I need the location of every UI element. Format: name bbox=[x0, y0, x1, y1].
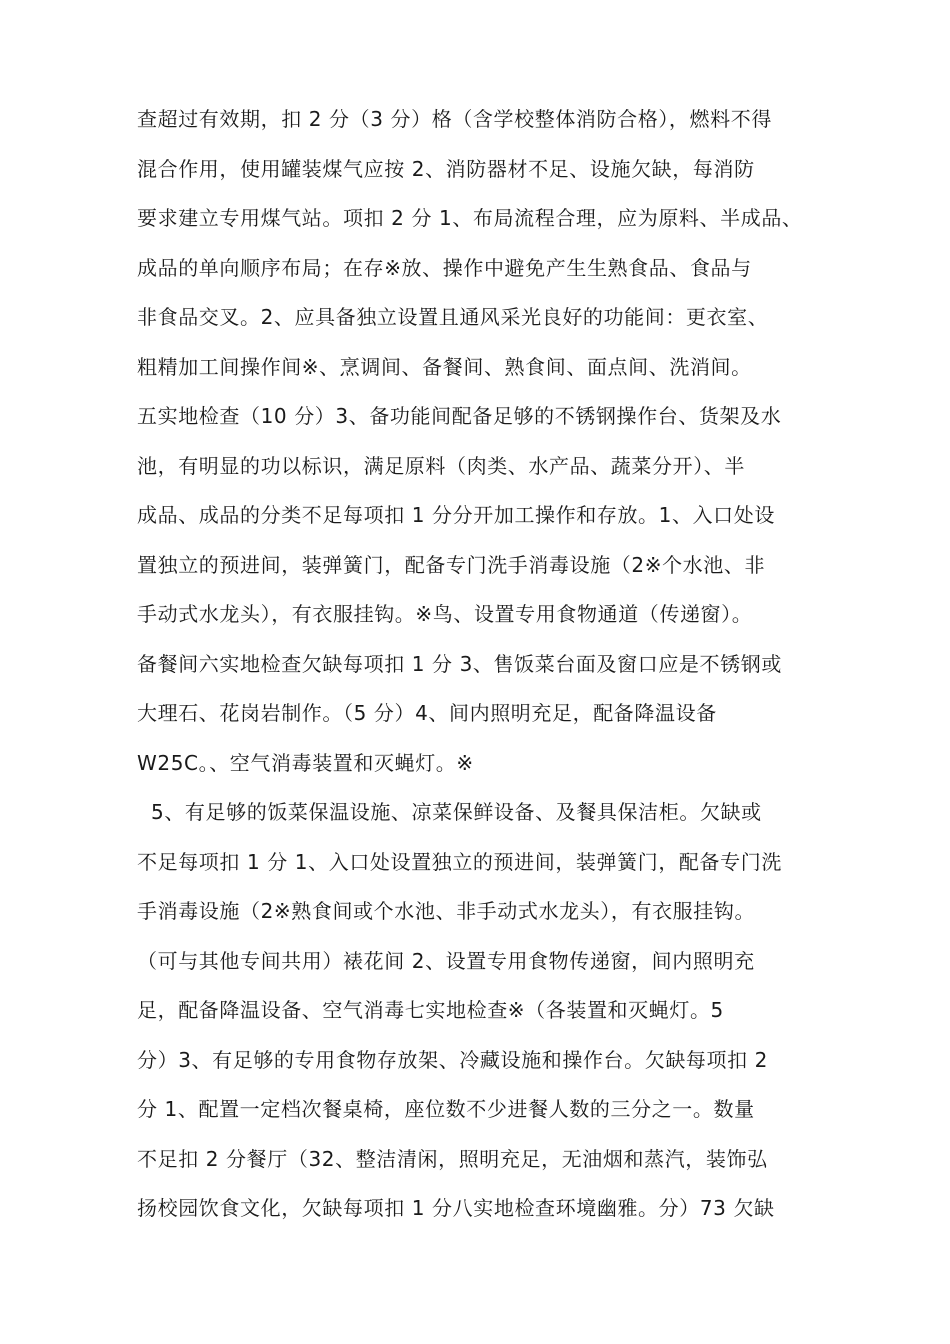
text-line: 置独立的预进间，装弹簧门，配备专门洗手消毒设施（2※个水池、非 bbox=[137, 552, 766, 577]
text-line: 成品、成品的分类不足每项扣 1 分分开加工操作和存放。1、入口处设 bbox=[137, 503, 775, 527]
text-line: 扬校园饮食文化，欠缺每项扣 1 分八实地检查环境幽雅。分）73 欠缺 bbox=[137, 1196, 775, 1220]
text-line: 不足扣 2 分餐厅（32、整洁清闲，照明充足，无油烟和蒸汽，装饰弘 bbox=[137, 1146, 768, 1171]
text-line: 成品的单向顺序布局；在存※放、操作中避免产生生熟食品、食品与 bbox=[137, 255, 752, 280]
text-line: 备餐间六实地检查欠缺每项扣 1 分 3、售饭菜台面及窗口应是不锈钢或 bbox=[137, 651, 782, 676]
text-line: 五实地检查（10 分）3、备功能间配备足够的不锈钢操作台、货架及水 bbox=[137, 404, 782, 428]
text-line: 要求建立专用煤气站。项扣 2 分 1、布局流程合理，应为原料、半成品、 bbox=[137, 206, 803, 230]
text-line: W25C。、空气消毒装置和灭蝇灯。※ bbox=[137, 750, 474, 775]
document-body bbox=[137, 95, 837, 1234]
text-line: 手消毒设施（2※熟食间或个水池、非手动式水龙头），有衣服挂钩。 bbox=[137, 899, 756, 923]
text-line: 5、有足够的饭菜保温设施、凉菜保鲜设备、及餐具保洁柜。欠缺或 bbox=[151, 800, 762, 824]
text-line: 混合作用，使用罐装煤气应按 2、消防器材不足、设施欠缺，每消防 bbox=[137, 156, 755, 181]
text-line: 大理石、花岗岩制作。（5 分）4、间内照明充足，配备降温设备 bbox=[137, 701, 717, 725]
text-line: 粗精加工间操作间※、烹调间、备餐间、熟食间、面点间、洗消间。 bbox=[137, 354, 752, 379]
text-line: 查超过有效期，扣 2 分（3 分）格（含学校整体消防合格），燃料不得 bbox=[137, 107, 772, 131]
text-line: 池，有明显的功以标识，满足原料（肉类、水产品、蔬菜分开）、半 bbox=[137, 453, 745, 478]
text-line: 手动式水龙头），有衣服挂钩。※鸟、设置专用食物通道（传递窗）。 bbox=[137, 602, 753, 626]
text-line: 非食品交叉。2、应具备独立设置且通风采光良好的功能间：更衣室、 bbox=[137, 305, 769, 329]
text-line: 不足每项扣 1 分 1、入口处设置独立的预进间，装弹簧门，配备专门洗 bbox=[137, 849, 782, 874]
text-line: 足，配备降温设备、空气消毒七实地检查※（各装置和灭蝇灯。5 bbox=[137, 998, 724, 1022]
text-line: 分 1、配置一定档次餐桌椅，座位数不少进餐人数的三分之一。数量 bbox=[137, 1097, 755, 1121]
text-line: 分）3、有足够的专用食物存放架、冷藏设施和操作台。欠缺每项扣 2 bbox=[137, 1047, 769, 1072]
text-line: （可与其他专间共用）裱花间 2、设置专用食物传递窗，间内照明充 bbox=[137, 948, 755, 973]
